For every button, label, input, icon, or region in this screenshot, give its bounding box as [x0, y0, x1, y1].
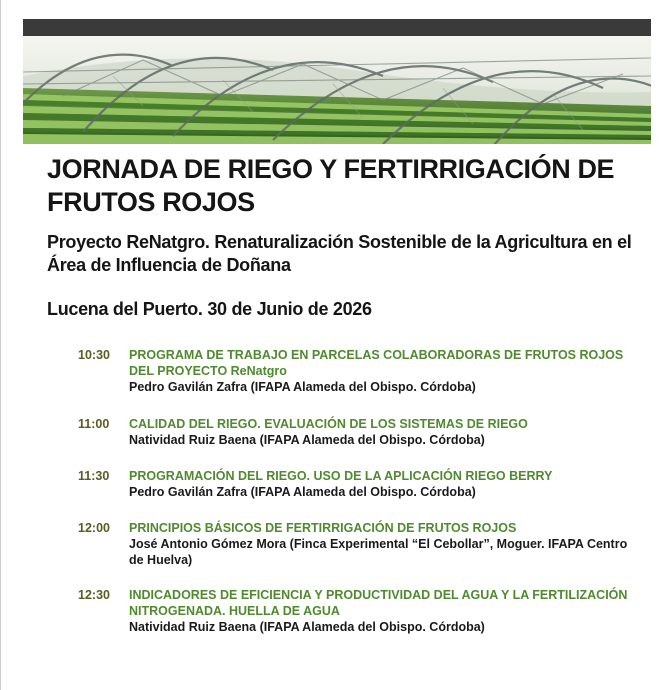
session-speaker: Pedro Gavilán Zafra (IFAPA Alameda del Obispo. Córdoba): [129, 485, 476, 499]
session-time: 11:30: [78, 469, 110, 483]
page-left-rule: [0, 0, 1, 690]
session-speaker: Pedro Gavilán Zafra (IFAPA Alameda del Obispo. Córdoba): [129, 380, 476, 394]
session-time: 10:30: [78, 348, 110, 362]
session-topic: PRINCIPIOS BÁSICOS DE FERTIRRIGACIÓN DE FRUTOS ROJOS: [129, 521, 517, 535]
program-item: [78, 416, 638, 448]
session-speaker: Natividad Ruiz Baena (IFAPA Alameda del Obispo. Córdoba): [129, 620, 485, 634]
session-topic: INDICADORES DE EFICIENCIA Y PRODUCTIVIDAD DEL AGUA Y LA FERTILIZACIÓN NITROGENADA. HUELLA DE AGUA: [129, 588, 628, 618]
project-subtitle: Proyecto ReNatgro. Renaturalización Sostenible de la Agricultura en el Área de Influencia de Doñana: [47, 232, 632, 275]
session-time: 11:00: [78, 417, 110, 431]
session-time: 12:30: [78, 588, 110, 602]
session-time: 12:00: [78, 521, 110, 535]
session-topic: CALIDAD DEL RIEGO. EVALUACIÓN DE LOS SISTEMAS DE RIEGO: [129, 417, 528, 431]
header-bar: [23, 19, 651, 36]
session-speaker: José Antonio Gómez Mora (Finca Experimental “El Cebollar”, Moguer. IFAPA Centro de Huelva): [129, 537, 628, 567]
program-item: [78, 587, 638, 635]
page-title: JORNADA DE RIEGO Y FERTIRRIGACIÓN DE FRUTOS ROJOS: [47, 154, 615, 217]
session-topic: PROGRAMACIÓN DEL RIEGO. USO DE LA APLICACIÓN RIEGO BERRY: [129, 469, 553, 483]
location-date: Lucena del Puerto. 30 de Junio de 2026: [47, 299, 372, 319]
program-item: [78, 468, 638, 500]
program-item: [78, 347, 638, 395]
session-speaker: Natividad Ruiz Baena (IFAPA Alameda del Obispo. Córdoba): [129, 433, 485, 447]
session-topic: PROGRAMA DE TRABAJO EN PARCELAS COLABORADORAS DE FRUTOS ROJOS DEL PROYECTO ReNatgro: [129, 348, 624, 378]
program-item: [78, 520, 638, 568]
greenhouse-banner-image: [23, 36, 651, 144]
